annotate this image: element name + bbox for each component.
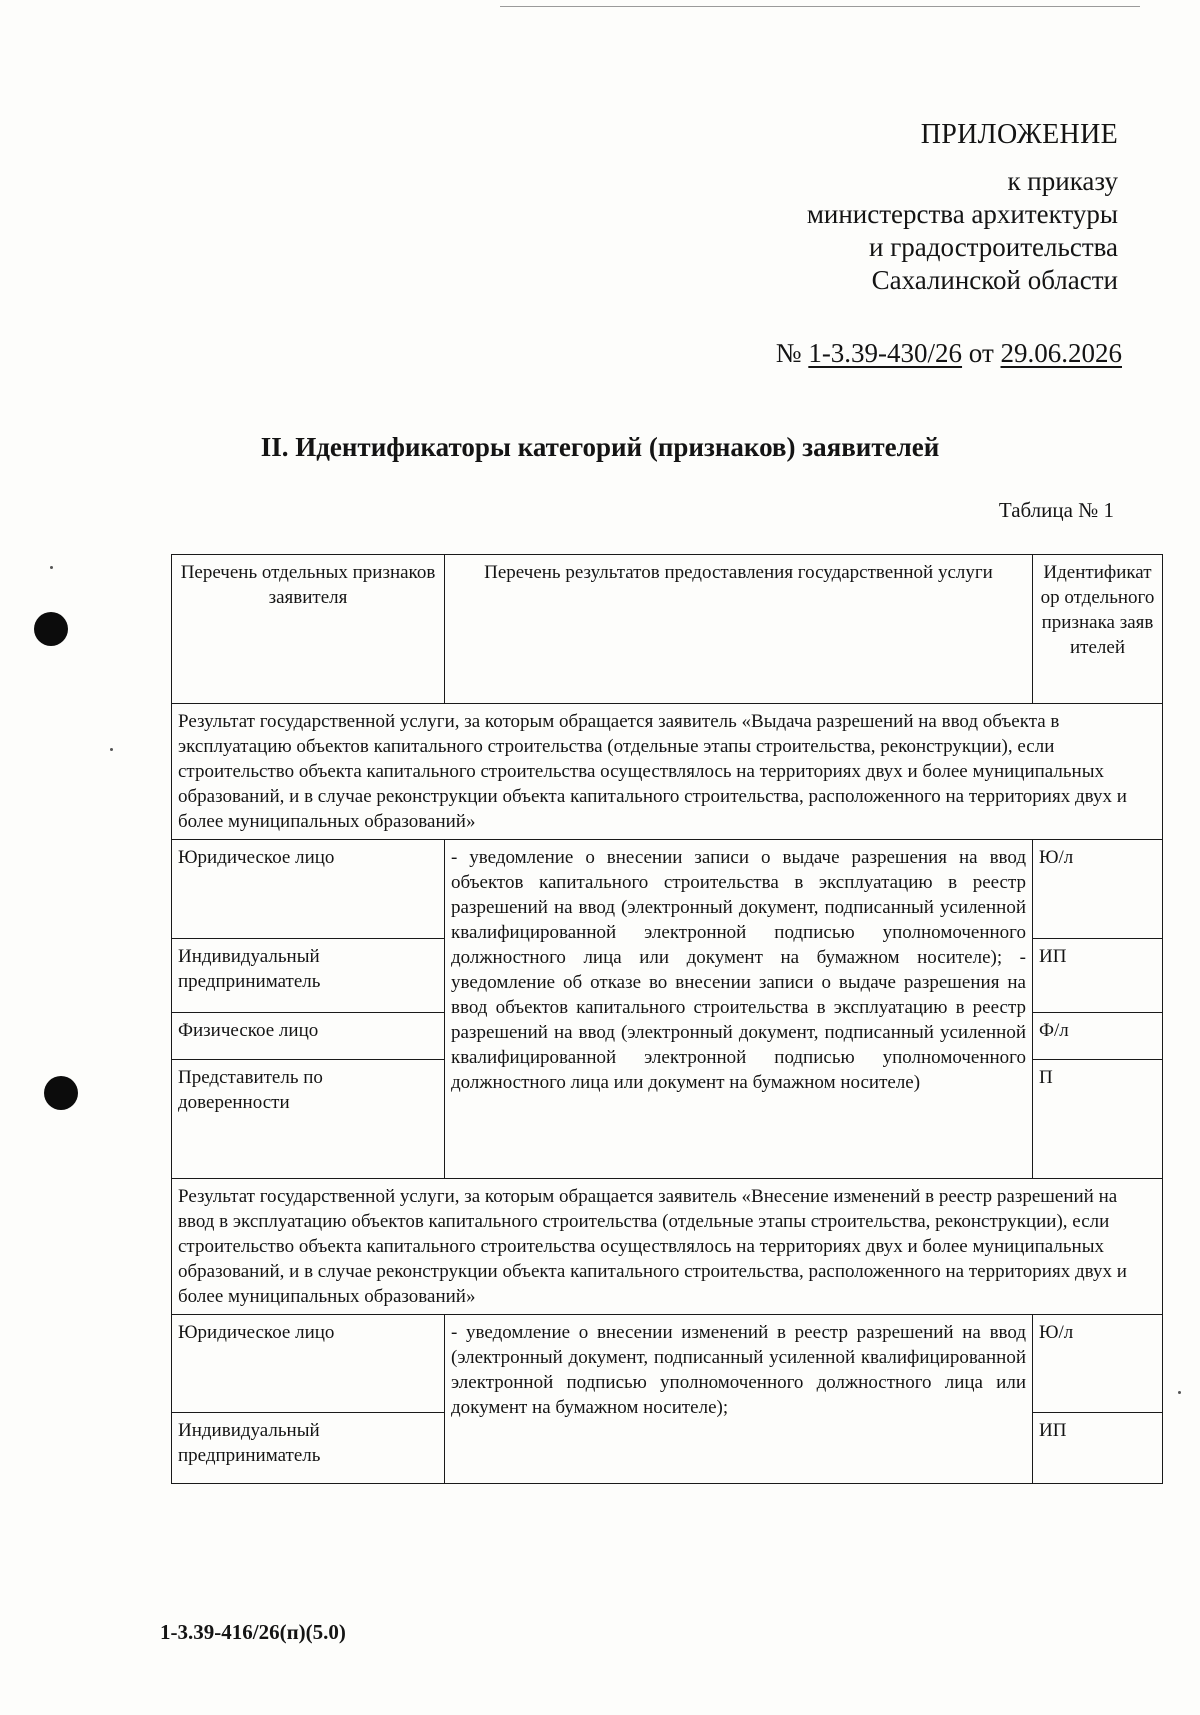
applicant-identifiers-table <box>171 554 1163 1484</box>
order-date-prefix: от <box>968 338 994 368</box>
table-label: Таблица № 1 <box>998 498 1114 522</box>
punch-hole-top <box>34 612 68 646</box>
order-number: 1-3.39-430/26 <box>808 338 963 368</box>
footer-document-code: 1-3.39-416/26(п)(5.0) <box>160 1620 346 1644</box>
appendix-line: к приказу <box>1007 166 1118 196</box>
scan-speck <box>1178 1391 1181 1394</box>
identifier-cell: ИП <box>1033 1413 1163 1484</box>
appendix-line: и градостроительства <box>869 232 1118 262</box>
category-cell: Индивидуальный предприниматель <box>172 1413 445 1484</box>
appendix-title: ПРИЛОЖЕНИЕ <box>920 119 1118 150</box>
scan-speck <box>110 748 113 751</box>
identifier-cell: Ф/л <box>1033 1013 1163 1060</box>
section-title: II. Идентификаторы категорий (признаков) заявителей <box>260 432 940 462</box>
appendix-line: министерства архитектуры <box>806 199 1118 229</box>
order-date: 29.06.2026 <box>1000 338 1122 368</box>
identifier-cell: Ю/л <box>1033 840 1163 939</box>
results-cell-group-2: - уведомление о внесении изменений в реестр разрешений на ввод (электронный документ, подписанный усиленной квалифицированной электронной подписью уполномоченного должностного лица или документ на бумажном носителе); <box>445 1315 1033 1484</box>
punch-hole-bottom <box>44 1076 78 1110</box>
table-row <box>172 840 1163 939</box>
results-cell-group-1: - уведомление о внесении записи о выдаче разрешения на ввод объектов капитального строительства в эксплуатацию в реестр разрешений на ввод (электронный документ, подписанный усиленной квалифицированной электронной подписью уполномоченного должностного лица или документ на бумажном носителе); - уведомление об отказе во внесении записи о выдаче разрешения на ввод объектов капитального строительства в эксплуатацию в реестр разрешений на ввод (электронный документ, подписанный усиленной квалифицированной электронной подписью уполномоченного должностного лица или документ на бумажном носителе) <box>445 840 1033 1179</box>
appendix-line: Сахалинской области <box>871 265 1118 295</box>
header-cell-results: Перечень результатов предоставления государственной услуги <box>445 555 1033 704</box>
category-cell: Физическое лицо <box>172 1013 445 1060</box>
category-cell: Индивидуальный предприниматель <box>172 939 445 1013</box>
table-row <box>172 1315 1163 1413</box>
header-cell-identifier: Идентификатор отдельного признака заявителей <box>1033 555 1163 704</box>
scan-speck <box>50 566 53 569</box>
result-row-1 <box>172 704 1163 840</box>
header-cell-categories: Перечень отдельных признаков заявителя <box>172 555 445 704</box>
order-number-line <box>776 338 1122 369</box>
appendix-block <box>807 118 1118 297</box>
category-cell: Представитель по доверенности <box>172 1060 445 1179</box>
identifier-cell: Ю/л <box>1033 1315 1163 1413</box>
scan-top-edge-line <box>500 6 1140 7</box>
category-cell: Юридическое лицо <box>172 840 445 939</box>
table-header-row <box>172 555 1163 704</box>
order-no-sign: № <box>775 338 802 368</box>
result-row-2 <box>172 1179 1163 1315</box>
identifier-cell: П <box>1033 1060 1163 1179</box>
result-description-2: Результат государственной услуги, за которым обращается заявитель «Внесение изменений в реестр разрешений на ввод в эксплуатацию объектов капитального строительства (отдельные этапы строительства, реконструкции), если строительство объекта капитального строительства осуществлялось на территориях двух и более муниципальных образований, и в случае реконструкции объекта капитального строительства, расположенного на территориях двух и более муниципальных образований» <box>172 1179 1163 1315</box>
identifier-cell: ИП <box>1033 939 1163 1013</box>
category-cell: Юридическое лицо <box>172 1315 445 1413</box>
result-description-1: Результат государственной услуги, за которым обращается заявитель «Выдача разрешений на ввод объекта в эксплуатацию объектов капитального строительства (отдельные этапы строительства, реконструкции), если строительство объекта капитального строительства осуществлялось на территориях двух и более муниципальных образований, и в случае реконструкции объекта капитального строительства, расположенного на территориях двух и более муниципальных образований» <box>172 704 1163 840</box>
